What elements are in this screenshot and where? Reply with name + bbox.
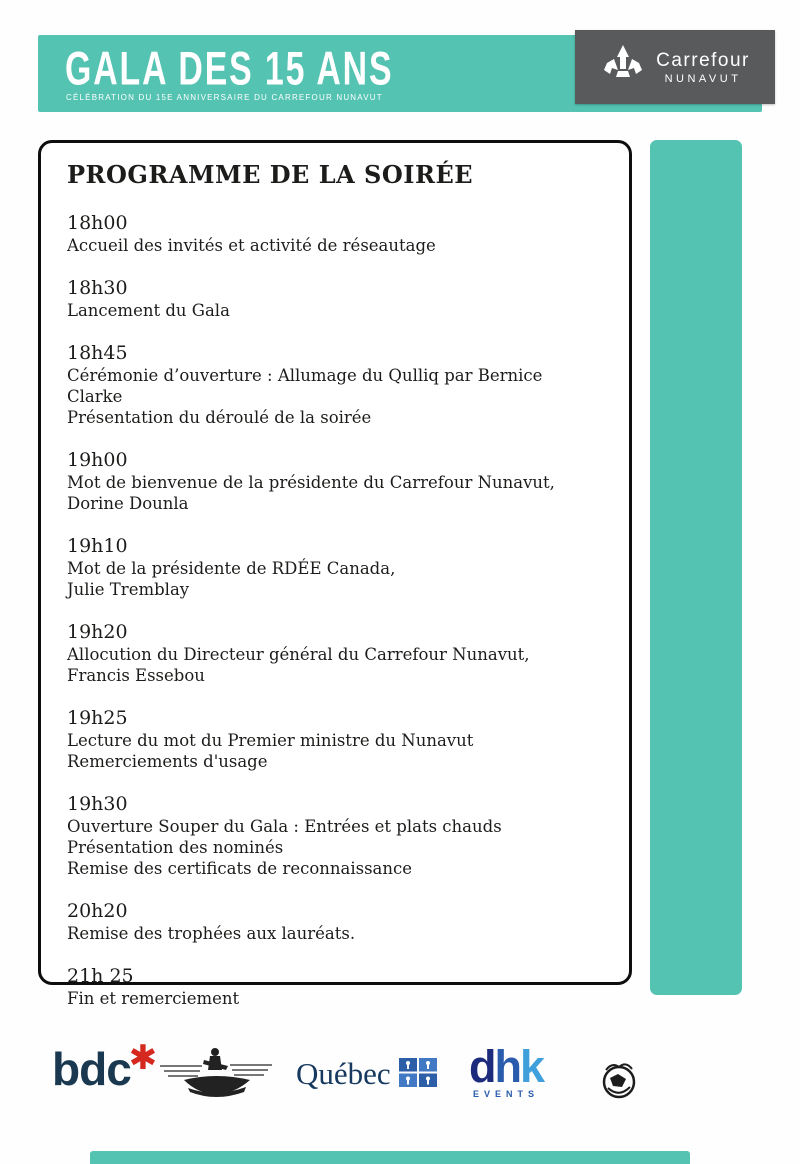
partner-emblem-logo bbox=[596, 1058, 648, 1108]
schedule-line: Dorine Dounla bbox=[67, 494, 189, 513]
carrefour-label: Carrefour bbox=[656, 49, 750, 71]
schedule-description bbox=[67, 923, 603, 944]
dhk-letter-h: h bbox=[494, 1041, 520, 1092]
bottom-teal-bar bbox=[90, 1151, 690, 1164]
schedule-description bbox=[67, 816, 603, 879]
schedule-line: Présentation des nominés bbox=[67, 838, 284, 857]
event-title: GALA DES 15 ANS bbox=[65, 41, 394, 96]
dhk-letter-k: k bbox=[519, 1041, 544, 1092]
bdc-wordmark: bdc bbox=[52, 1043, 131, 1095]
schedule-item bbox=[67, 792, 603, 879]
schedule-description bbox=[67, 472, 603, 514]
bdc-star-icon: ✱ bbox=[128, 1038, 158, 1078]
schedule-item bbox=[67, 706, 603, 772]
schedule-item bbox=[67, 964, 603, 1009]
dhk-wordmark bbox=[460, 1041, 552, 1092]
maple-leaf-icon bbox=[600, 43, 646, 91]
schedule-item bbox=[67, 899, 603, 944]
dhk-events-logo bbox=[460, 1041, 552, 1099]
schedule-time: 19h10 bbox=[67, 535, 128, 557]
schedule-line: Francis Essebou bbox=[67, 666, 205, 685]
bdc-logo bbox=[52, 1038, 159, 1096]
dhk-letter-d: d bbox=[468, 1041, 495, 1092]
dhk-events-label: EVENTS bbox=[472, 1089, 539, 1099]
schedule-description bbox=[67, 300, 603, 321]
schedule-time: 21h 25 bbox=[67, 965, 134, 987]
schedule-item bbox=[67, 276, 603, 321]
schedule-time: 18h30 bbox=[67, 277, 128, 299]
schedule-line: Julie Tremblay bbox=[67, 580, 190, 599]
schedule-description bbox=[67, 365, 603, 428]
schedule-line: Mot de la présidente de RDÉE Canada, bbox=[67, 559, 396, 578]
schedule-line: Accueil des invités et activité de réseautage bbox=[67, 236, 436, 255]
program-title: PROGRAMME DE LA SOIRÉE bbox=[67, 160, 474, 189]
schedule-time: 19h00 bbox=[67, 449, 128, 471]
circular-emblem-icon bbox=[596, 1058, 642, 1108]
schedule-line: Allocution du Directeur général du Carrefour Nunavut, bbox=[67, 645, 530, 664]
schedule-time: 18h45 bbox=[67, 342, 128, 364]
kayak-icon bbox=[158, 1099, 276, 1118]
nunavut-label: NUNAVUT bbox=[664, 72, 742, 85]
schedule-time: 19h20 bbox=[67, 621, 128, 643]
schedule-line: Remerciements d'usage bbox=[67, 752, 268, 771]
schedule-line: Remise des trophées aux lauréats. bbox=[67, 924, 356, 943]
schedule-line: Mot de bienvenue de la présidente du Carrefour Nunavut, bbox=[67, 473, 555, 492]
schedule-line: Lancement du Gala bbox=[67, 301, 230, 320]
schedule-time: 19h30 bbox=[67, 793, 128, 815]
event-subtitle: CÉLÉBRATION DU 15E ANNIVERSAIRE DU CARREFOUR NUNAVUT bbox=[66, 93, 383, 102]
schedule-line: Ouverture Souper du Gala : Entrées et plats chauds bbox=[67, 817, 502, 836]
schedule-item bbox=[67, 211, 603, 256]
schedule-description bbox=[67, 988, 603, 1009]
schedule-line: Remise des certificats de reconnaissance bbox=[67, 859, 413, 878]
schedule-description bbox=[67, 235, 603, 256]
schedule-item bbox=[67, 448, 603, 514]
quebec-logo bbox=[296, 1056, 437, 1092]
schedule-time: 18h00 bbox=[67, 212, 128, 234]
schedule-item bbox=[67, 341, 603, 428]
schedule-time: 20h20 bbox=[67, 900, 128, 922]
schedule-line: Présentation du déroulé de la soirée bbox=[67, 408, 372, 427]
schedule-list bbox=[67, 211, 603, 1009]
schedule-line: Lecture du mot du Premier ministre du Nunavut bbox=[67, 731, 474, 750]
carrefour-nunavut-logo bbox=[575, 30, 775, 104]
schedule-item bbox=[67, 534, 603, 600]
quebec-flag-icon bbox=[399, 1058, 437, 1091]
schedule-line: Cérémonie d’ouverture : Allumage du Qulliq par Bernice Clarke bbox=[67, 366, 543, 406]
carrefour-nunavut-wordmark bbox=[656, 50, 750, 85]
quebec-wordmark: Québec bbox=[296, 1056, 391, 1091]
kayak-logo bbox=[158, 1040, 276, 1118]
schedule-line: Fin et remerciement bbox=[67, 989, 240, 1008]
schedule-time: 19h25 bbox=[67, 707, 128, 729]
schedule-description bbox=[67, 558, 603, 600]
schedule-description bbox=[67, 730, 603, 772]
program-card bbox=[38, 140, 632, 1008]
schedule-item bbox=[67, 620, 603, 686]
teal-side-bar bbox=[650, 140, 742, 995]
schedule-description bbox=[67, 644, 603, 686]
